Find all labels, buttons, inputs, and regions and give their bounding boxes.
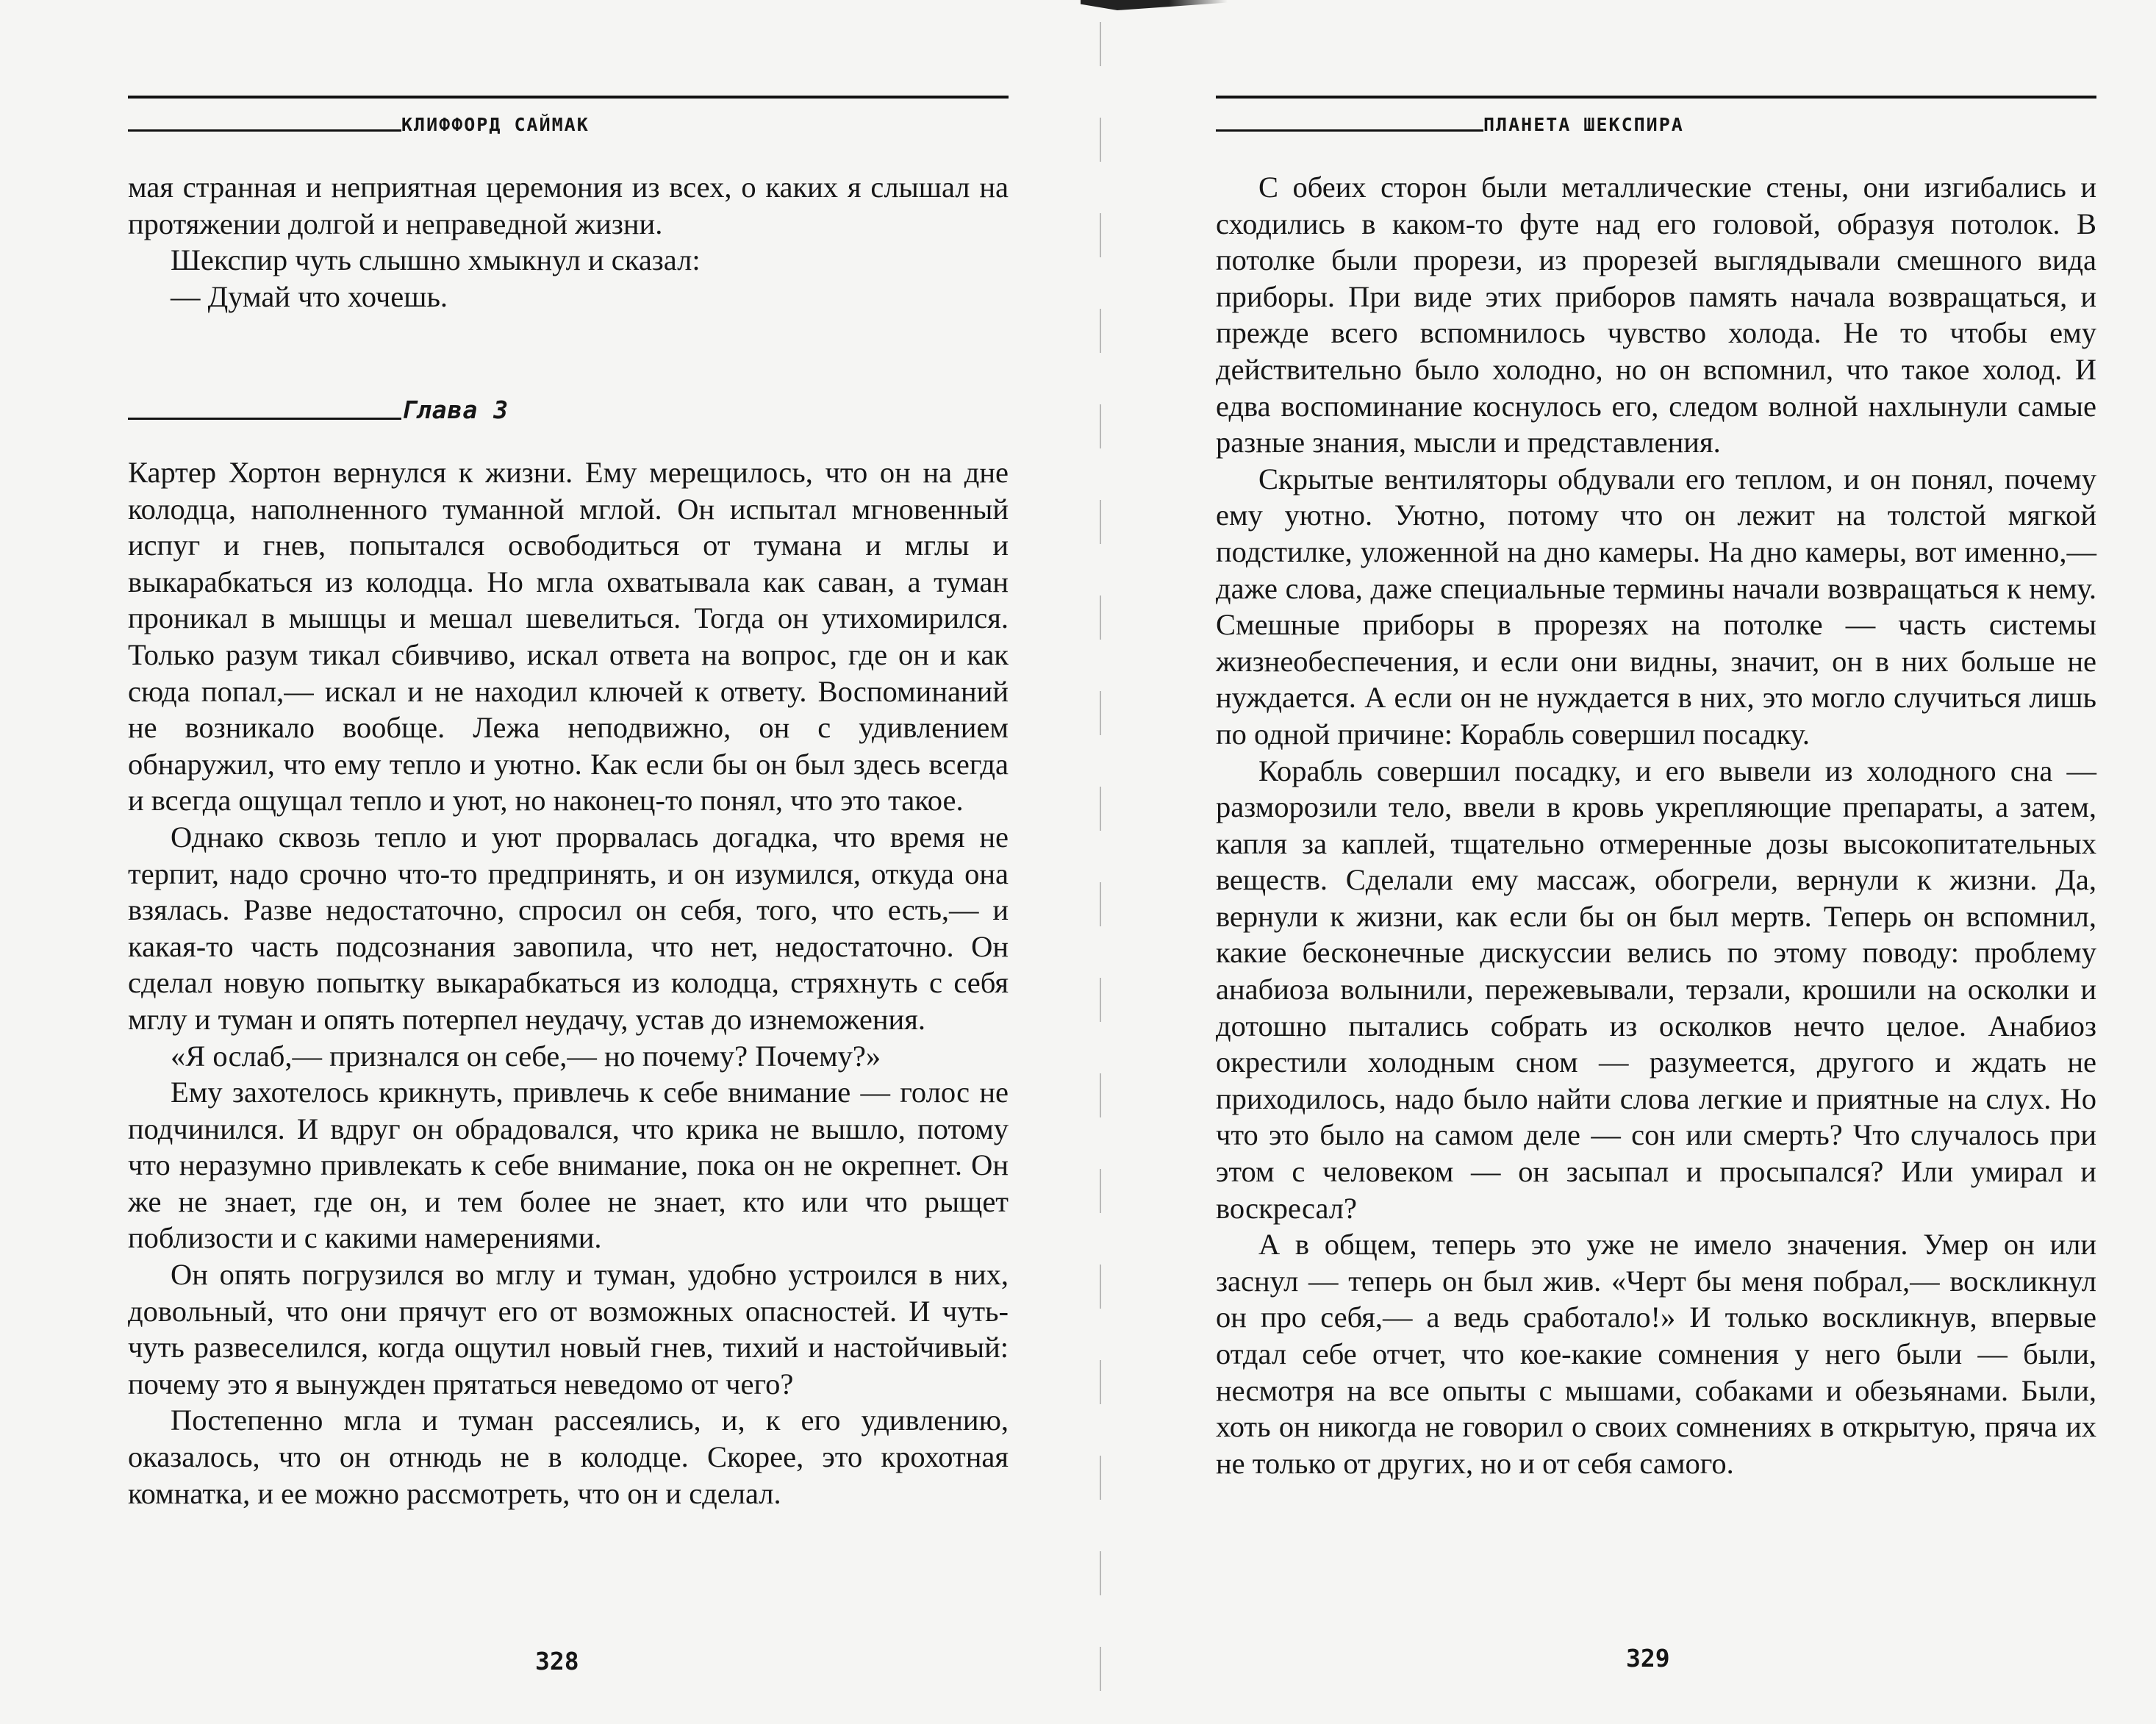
paragraph: мая странная и неприятная церемония из всех, о каких я слышал на протяжении долгой и неправедной жизни. (128, 171, 1009, 240)
running-head-top-rule (1216, 96, 2096, 99)
opening-text (128, 169, 1009, 315)
paragraph: Он опять погрузился во мглу и туман, удобно устроился в них, довольный, что они прячут его от возможных опасностей. И чуть-чуть развеселился, когда ощутил новый гнев, тихий и настойчивый: почему это я вынужден прятаться неведомо от чего? (128, 1258, 1009, 1401)
right-page (1078, 0, 2156, 1724)
running-head-author: КЛИФФОРД САЙМАК (401, 114, 590, 135)
paragraph: С обеих сторон были металлические стены, они изгибались и сходились в каком-то футе над его головой, образуя потолок. В потолке были прорези, из прорезей выглядывали смешного вида приборы. При виде этих приборов память начала возвращаться, и прежде всего вспомнилось чувство холода. Не то чтобы ему действительно было холодно, но он вспомнил, что такое холод. И едва воспоминание коснулось его, следом волной нахлынули самые разные знания, мысли и представления. (1216, 171, 2096, 459)
running-head-leader-rule (128, 129, 401, 132)
paragraph: Шекспир чуть слышно хмыкнул и сказал: (171, 243, 701, 277)
paragraph: Однако сквозь тепло и уют прорвалась догадка, что время не терпит, надо срочно что-то предпринять, и он изумился, откуда она взялась. Разве недостаточно, спросил он себя, того, что есть,— и какая-то часть подсознания завопила, что нет, недостаточно. Он сделал новую попытку выкарабкаться из колодца, стряхнуть с себя мглу и туман и опять потерпел неудачу, устав до изнеможения. (128, 820, 1009, 1036)
running-head-title: ПЛАНЕТА ШЕКСПИРА (1483, 114, 1684, 135)
page-number: 329 (1626, 1644, 1670, 1673)
paragraph: Скрытые вентиляторы обдували его теплом, и он понял, почему ему уютно. Уютно, потому что он лежит на толстой мягкой подстилке, уложенной на дно камеры. На дно камеры, вот именно,— даже слова, даже специальные термины начали возвращаться к нему. Смешные приборы в прорезях на потолке — часть системы жизнеобеспечения, и если они видны, значит, он в них больше не нуждается. А если он не нуждается в них, это могло случиться лишь по одной причине: Корабль совершил посадку. (1216, 462, 2096, 751)
paragraph: Ему захотелось крикнуть, привлечь к себе внимание — голос не подчинился. И вдруг он обрадовался, что крика не вышло, потому что неразумно привлекать к себе внимание, пока он не окрепнет. Он же не знает, где он, и тем более не знает, кто или что рыщет поблизости и с какими намерениями. (128, 1076, 1009, 1255)
chapter-leader-rule (128, 418, 401, 420)
paragraph: — Думай что хочешь. (171, 279, 448, 313)
running-head-top-rule (128, 96, 1009, 99)
paragraph: Корабль совершил посадку, и его вывели из холодного сна — разморозили тело, ввели в кровь укрепляющие препараты, а затем, капля за каплей, тщательно отмеренные дозы высокопитательных веществ. Сделали ему массаж, обогрели, вернули к жизни. Да, вернули к жизни, как если бы он был мертв. Теперь он вспомнил, какие бесконечные дискуссии велись по этому поводу: проблему анабиоза волынили, пережевывали, терзали, крошили на осколки и дотошно пытались собрать из осколков нечто целое. Анабиоз окрестили холодным сном — разумеется, другого и ждать не приходилось, надо было найти слова легкие и приятные на слух. Но что это было на самом деле — сон или смерть? Что случалось при этом с человеком — он засыпал и просыпался? Или умирал и воскресал? (1216, 754, 2096, 1225)
paragraph: А в общем, теперь это уже не имело значения. Умер он или заснул — теперь он был жив. «Черт бы меня побрал,— воскликнул он про себя,— а ведь сработало!» И только воскликнув, впервые отдал себе отчет, что кое-какие сомнения у него были — были, несмотря на все опыты с мышами, собаками и обезьянами. Были, хоть он никогда не говорил о своих сомнениях в открытую, пряча их не только от других, но и от себя самого. (1216, 1228, 2096, 1480)
page-number: 328 (535, 1647, 579, 1675)
chapter-title: Глава 3 (401, 396, 509, 424)
paragraph: Картер Хортон вернулся к жизни. Ему мерещилось, что он на дне колодца, наполненного туманной мглой. Он испытал мгновенный испуг и гнев, попытался освободиться от тумана и мглы и выкарабкаться из колодца. Но мгла охватывала как саван, а туман проникал в мышцы и мешал шевелиться. Тогда он утихомирился. Только разум тикал сбивчиво, искал ответа на вопрос, где он и как сюда попал,— искал и не находил ключей к ответу. Воспоминаний не возникало вообще. Лежа неподвижно, он с удивлением обнаружил, что ему тепло и уютно. Как если бы он был здесь всегда и всегда ощущал тепло и уют, но наконец-то понял, что это такое. (128, 456, 1009, 818)
chapter-text (128, 454, 1009, 1512)
body-text (1216, 169, 2096, 1481)
paragraph: Постепенно мгла и туман рассеялись, и, к его удивлению, оказалось, что он отнюдь не в колодце. Скорее, это крохотная комнатка, и ее можно рассмотреть, что он и сделал. (128, 1403, 1009, 1510)
paragraph: «Я ослаб,— признался он себе,— но почему? Почему?» (171, 1039, 881, 1073)
running-head-leader-rule (1216, 129, 1483, 132)
